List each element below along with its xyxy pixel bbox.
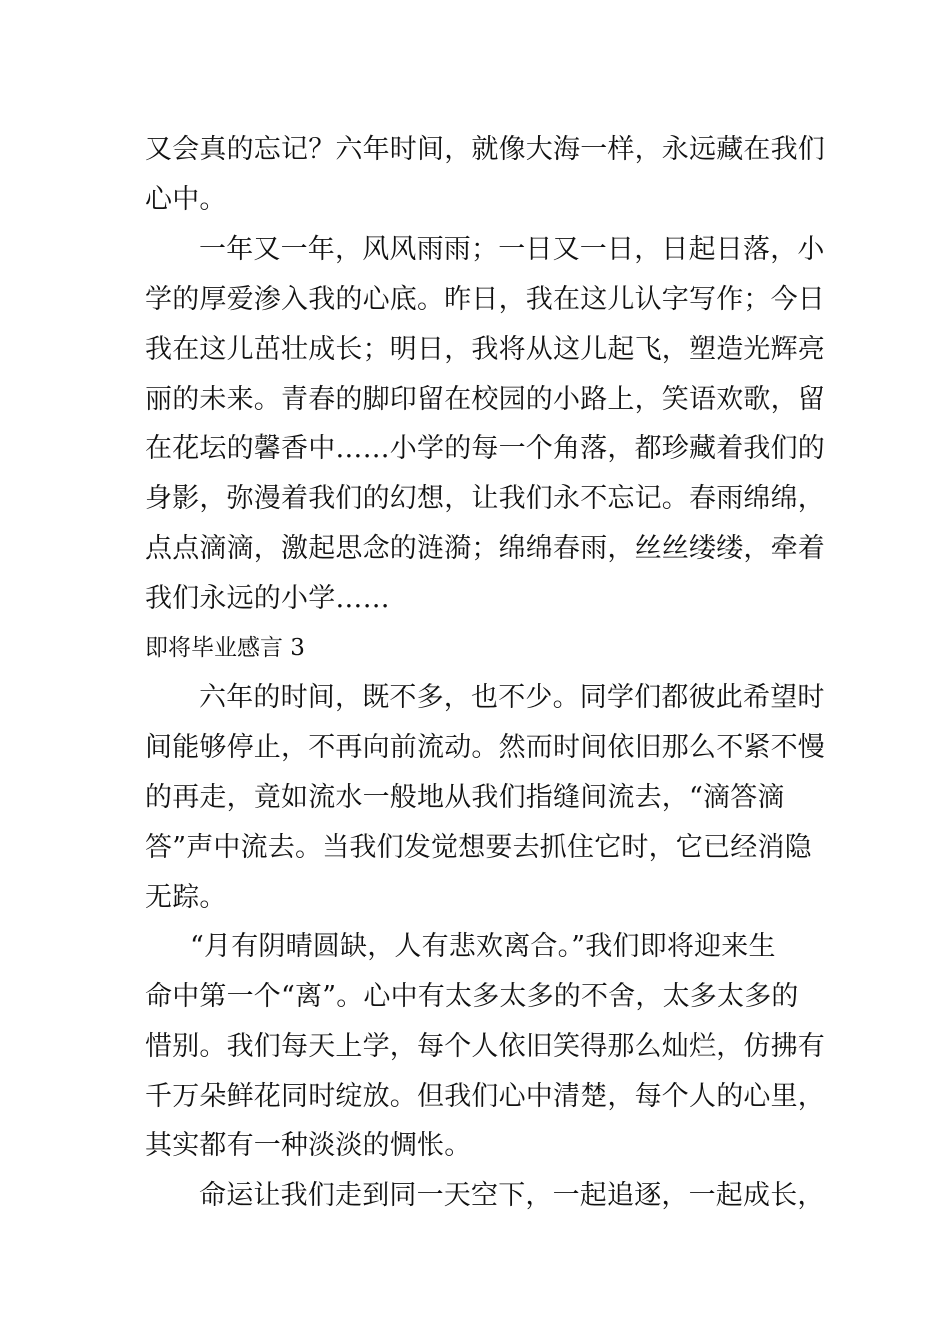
- paragraph-2-line-1: 一年又一年，风风雨雨；一日又一日，日起日落，小: [199, 234, 825, 265]
- paragraph-2-line-2: 学的厚爱渗入我的心底。昨日，我在这儿认字写作；今日: [145, 284, 825, 315]
- paragraph-2-line-3: 我在这儿茁壮成长；明日，我将从这儿起飞，塑造光辉亮: [145, 334, 825, 365]
- paragraph-2-line-4: 丽的未来。青春的脚印留在校园的小路上，笑语欢歌，留: [145, 384, 825, 415]
- paragraph-4-line-5: 其实都有一种淡淡的惆怅。: [145, 1130, 472, 1161]
- paragraph-1-line-1: 又会真的忘记？六年时间，就像大海一样，永远藏在我们: [145, 134, 825, 165]
- paragraph-3-line-2: 间能够停止，不再向前流动。然而时间依旧那么不紧不慢: [145, 732, 825, 763]
- paragraph-3-line-3: 的再走，竟如流水一般地从我们指缝间流去，“滴答滴: [145, 782, 785, 813]
- paragraph-1-line-2: 心中。: [145, 184, 227, 215]
- paragraph-3-line-4: 答”声中流去。当我们发觉想要去抓住它时，它已经消隐: [145, 832, 812, 863]
- paragraph-2-line-6: 身影，弥漫着我们的幻想，让我们永不忘记。春雨绵绵，: [145, 483, 825, 514]
- paragraph-3-line-1: 六年的时间，既不多，也不少。同学们都彼此希望时: [199, 682, 825, 713]
- paragraph-4-line-3: 惜别。我们每天上学，每个人依旧笑得那么灿烂，仿拂有: [145, 1031, 825, 1062]
- paragraph-4-line-2: 命中第一个“离”。心中有太多太多的不舍，太多太多的: [145, 981, 799, 1012]
- paragraph-3-line-5: 无踪。: [145, 882, 227, 913]
- paragraph-2-line-8: 我们永远的小学……: [145, 583, 390, 614]
- paragraph-4-line-4: 千万朵鲜花同时绽放。但我们心中清楚，每个人的心里，: [145, 1081, 825, 1112]
- paragraph-4-line-1: “月有阴晴圆缺，人有悲欢离合。”我们即将迎来生: [190, 931, 776, 962]
- paragraph-2-line-7: 点点滴滴，激起思念的涟漪；绵绵春雨，丝丝缕缕，牵着: [145, 533, 825, 564]
- paragraph-5-line-1: 命运让我们走到同一天空下，一起追逐，一起成长，: [199, 1180, 825, 1211]
- section-heading: 即将毕业感言 3: [145, 635, 305, 661]
- paragraph-2-line-5: 在花坛的馨香中……小学的每一个角落，都珍藏着我们的: [145, 433, 825, 464]
